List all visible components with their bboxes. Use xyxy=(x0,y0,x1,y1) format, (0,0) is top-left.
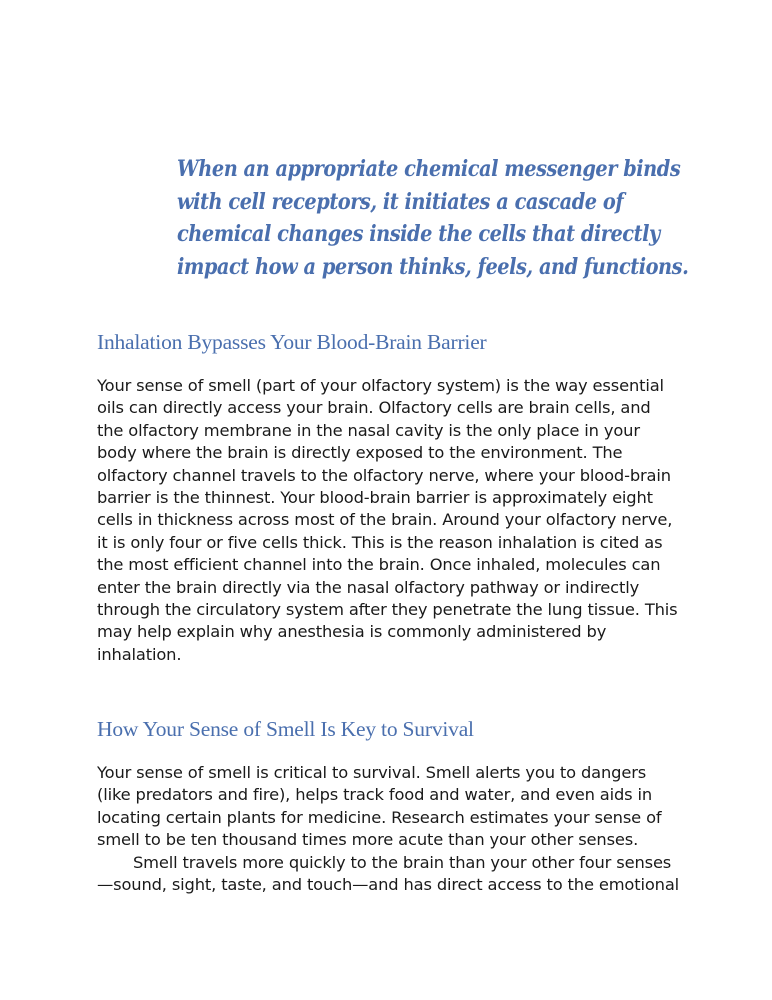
pull-quote-line: impact how a person thinks, feels, and functions. xyxy=(177,253,689,280)
paragraph-line: (like predators and fire), helps track food and water, and even aids in xyxy=(97,785,653,805)
paragraph-line: olfactory channel travels to the olfactory nerve, where your blood-brain xyxy=(97,465,671,485)
pull-quote-line: with cell receptors, it initiates a cascade of xyxy=(177,188,624,215)
paragraph-line: locating certain plants for medicine. Research estimates your sense of xyxy=(97,807,662,827)
section-heading-sense-of-smell: How Your Sense of Smell Is Key to Survival xyxy=(97,717,474,741)
paragraph-line: barrier is the thinnest. Your blood-brain barrier is approximately eight xyxy=(97,487,653,507)
paragraph-line: the olfactory membrane in the nasal cavity is the only place in your xyxy=(97,420,640,440)
paragraph-line: may help explain why anesthesia is commonly administered by xyxy=(97,622,607,642)
paragraph-line: oils can directly access your brain. Olfactory cells are brain cells, and xyxy=(97,398,651,418)
paragraph-blood-brain-barrier xyxy=(97,375,678,666)
paragraph-line: Your sense of smell (part of your olfactory system) is the way essential xyxy=(97,376,664,395)
paragraph-line: Your sense of smell is critical to survival. Smell alerts you to dangers xyxy=(97,763,647,782)
paragraph-line: Smell travels more quickly to the brain than your other four senses xyxy=(133,852,672,872)
pull-quote-line: When an appropriate chemical messenger binds xyxy=(177,156,681,182)
paragraph-line: through the circulatory system after they penetrate the lung tissue. This xyxy=(97,599,678,619)
pull-quote-line: chemical changes inside the cells that directly xyxy=(177,221,660,248)
paragraph-sense-of-smell xyxy=(97,762,679,896)
paragraph-line: body where the brain is directly exposed to the environment. The xyxy=(97,443,623,463)
paragraph-line: —sound, sight, taste, and touch—and has direct access to the emotional xyxy=(97,874,680,894)
paragraph-line: cells in thickness across most of the brain. Around your olfactory nerve, xyxy=(97,510,673,530)
paragraph-line: enter the brain directly via the nasal olfactory pathway or indirectly xyxy=(97,577,640,597)
section-heading-blood-brain-barrier: Inhalation Bypasses Your Blood-Brain Barrier xyxy=(97,330,487,354)
paragraph-line: inhalation. xyxy=(97,644,182,664)
paragraph-line: smell to be ten thousand times more acute than your other senses. xyxy=(97,830,639,850)
paragraph-line: the most efficient channel into the brain. Once inhaled, molecules can xyxy=(97,555,661,575)
pull-quote xyxy=(177,153,689,283)
paragraph-line: it is only four or five cells thick. This is the reason inhalation is cited as xyxy=(97,532,663,552)
